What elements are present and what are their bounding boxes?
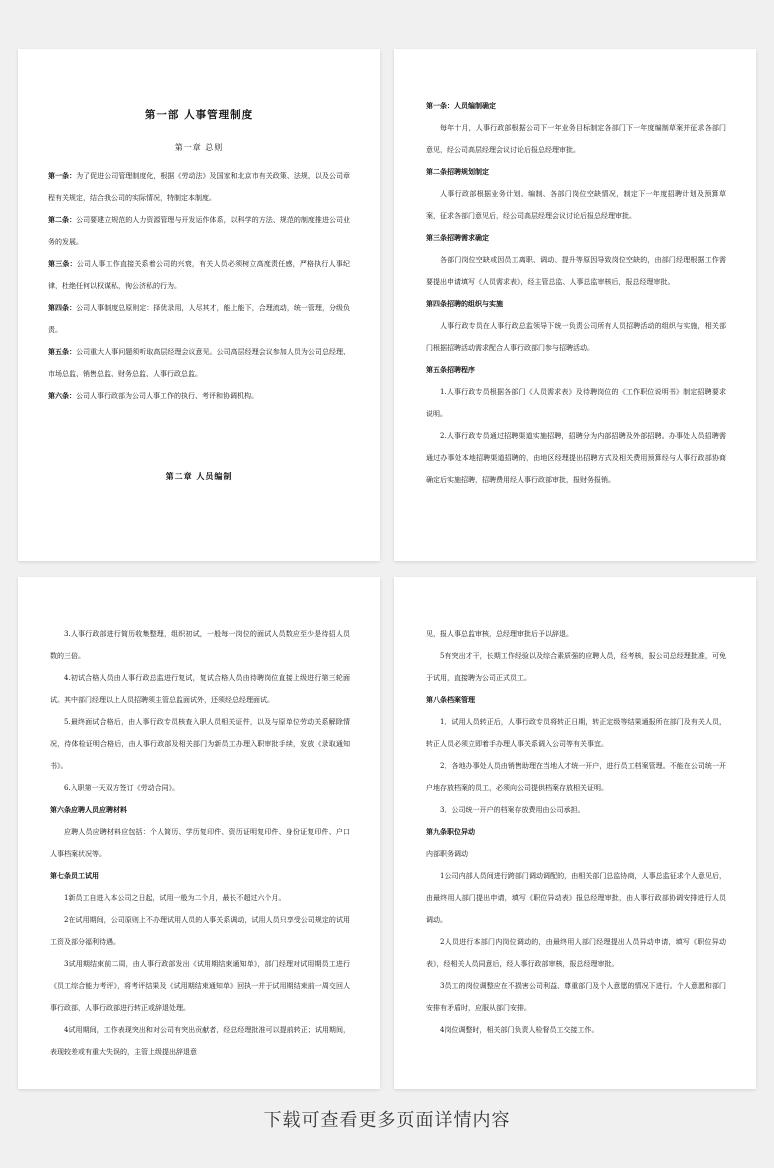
body-paragraph: 3员工的岗位调整应在不损害公司利益、尊重部门及个人意愿的情况下进行。个人意愿和部门安排有矛盾时，应服从部门安排。 bbox=[426, 982, 726, 1012]
body-paragraph: 2在试用期间，公司原则上不办理试用人员的人事关系调动，试用人员只享受公司规定的试用工资及部分福利待遇。 bbox=[50, 916, 350, 946]
body-paragraph: 2.人事行政专员通过招聘渠道实施招聘，招聘分为内部招聘及外部招聘。办事处人员招聘需通过办事处本地招聘渠道招聘的，由地区经理提出招聘方式及相关费用预算经与人事行政部协商确定后实施招聘，招聘费用经人事行政部审批，报财务报销。 bbox=[426, 432, 726, 484]
section-heading: 第五条招聘程序 bbox=[426, 365, 475, 374]
body-paragraph: 1．试用人员转正后，人事行政专员将转正日期，转正定级等结果通报所在部门及有关人员，转正人员必须立即着手办理人事关系调入公司等有关事宜。 bbox=[426, 718, 726, 748]
text-line: 见，报人事总监审核，总经理审批后予以辞退。 bbox=[426, 630, 573, 638]
section-heading: 第四条招聘的组织与实施 bbox=[426, 299, 503, 308]
document-page-3 bbox=[18, 577, 380, 1089]
article-label: 第一条： bbox=[48, 171, 77, 180]
article-paragraph bbox=[48, 385, 350, 407]
article-text: 公司人事行政部为公司人事工作的执行、考评和协调机构。 bbox=[76, 392, 258, 400]
body-paragraph: 5.最终面试合格后，由人事行政专员核查入职人员相关证件，以及与原单位劳动关系解除情况，待体检证明合格后，由人事行政部及相关部门为新员工办理入职审批手续，发放《录取通知书》。 bbox=[50, 718, 350, 770]
body-paragraph: 1公司内部人员间进行跨部门调动调配的，由相关部门总监协商，人事总监征求个人意见后，由最终用人部门提出申请，填写《职位异动表》报总经理审批，由人事行政部协调安排进行人员调动。 bbox=[426, 872, 726, 924]
section-heading: 第八条档案管理 bbox=[426, 695, 475, 704]
body-paragraph: 1新员工自进入本公司之日起，试用一般为二个月，最长不超过六个月。 bbox=[64, 894, 286, 902]
article-paragraph bbox=[48, 341, 350, 385]
article-paragraph bbox=[48, 165, 350, 209]
article-list bbox=[48, 165, 350, 407]
body-paragraph: 人事行政部根据业务计划、编制、各部门岗位空缺情况，制定下一年度招聘计划及预算草案，征求各部门意见后，经公司高层经理会议讨论后报总经理审批。 bbox=[426, 190, 726, 220]
article-paragraph bbox=[48, 209, 350, 253]
body-paragraph: 1.人事行政专员根据各部门《人员需求表》及待聘岗位的《工作职位说明书》制定招聘要求说明。 bbox=[426, 388, 726, 418]
section-heading: 第九条职位异动 bbox=[426, 827, 475, 836]
article-label: 第四条： bbox=[48, 303, 77, 312]
body-paragraph: 3．公司统一开户的档案存放费用由公司承担。 bbox=[440, 806, 585, 814]
chapter-heading: 第二章 人员编制 bbox=[165, 471, 233, 481]
section-heading: 第一条：人员编制确定 bbox=[426, 101, 496, 110]
article-text: 公司人事制度总原则定：择优录用，人尽其才，能上能下，合理流动，统一管理，分级负责。 bbox=[48, 304, 351, 334]
section-heading: 第二条招聘规划制定 bbox=[426, 167, 489, 176]
document-page-1 bbox=[18, 49, 380, 561]
section-heading: 第三条招聘需求确定 bbox=[426, 233, 489, 242]
body-paragraph: 3.人事行政部进行简历收集整理，组织初试，一般每一岗位的面试人员数应至少是待招人员数的三倍。 bbox=[50, 630, 350, 660]
article-text: 为了促进公司管理制度化，根据《劳动法》及国家和北京市有关政策、法规，以及公司章程有关规定，结合我公司的实际情况，特制定本制度。 bbox=[48, 172, 351, 202]
article-label: 第二条： bbox=[48, 215, 77, 224]
body-paragraph: 4.初试合格人员由人事行政总监进行复试，复试合格人员由待聘岗位直接上级进行第三轮面试。其中部门经理以上人员招聘须主管总监面试外，还须经总经理面试。 bbox=[50, 674, 350, 704]
body-paragraph: 6.入职第一天双方签订《劳动合同》。 bbox=[64, 784, 180, 792]
body-paragraph: 3试用期结束前二周，由人事行政部发出《试用期结束通知单》，部门经理对试用期员工进行《员工综合能力考评》，将考评结果及《试用期结束通知单》回执一并于试用期结束前一周交回人事行政部，人事行政部进行转正或辞退处理。 bbox=[50, 960, 350, 1012]
body-paragraph: 5有突出才干，长期工作经验以及综合素质强的应聘人员，经考核，报公司总经理批准，可免于试用，直接聘为公司正式员工。 bbox=[426, 652, 726, 682]
article-label: 第三条： bbox=[48, 259, 77, 268]
article-label: 第六条： bbox=[48, 391, 76, 400]
document-page-4 bbox=[394, 577, 756, 1089]
body-paragraph: 应聘人员应聘材料应包括：个人简历、学历复印件、资历证明复印件、身份证复印件、户口人事档案状况等。 bbox=[50, 828, 350, 858]
body-paragraph: 各部门岗位空缺或因员工离职、调动、提升等原因导致岗位空缺的，由部门经理根据工作需要提出申请填写《人员需求表》，经主管总监、人事总监审核后，报总经理审批。 bbox=[426, 256, 726, 286]
article-text: 公司重大人事问题须听取高层经理会议意见。公司高层经理会议参加人员为公司总经理、市场总监、销售总监、财务总监、人事行政总监。 bbox=[48, 348, 351, 378]
body-paragraph: 2人员进行本部门内岗位调动的，由最终用人部门经理提出人员异动申请，填写《职位异动表》，经相关人员同意后，经人事行政部审核，报总经理审批。 bbox=[426, 938, 726, 968]
download-more-prompt[interactable]: 下载可查看更多页面详情内容 bbox=[263, 1110, 511, 1131]
body-paragraph: 每年十月，人事行政部根据公司下一年业务目标制定各部门下一年度编制草案并征求各部门意见，经公司高层经理会议讨论后报总经理审批。 bbox=[426, 124, 726, 154]
document-title: 第一部 人事管理制度 bbox=[144, 109, 254, 121]
section-heading: 第七条员工试用 bbox=[50, 871, 99, 880]
article-text: 公司人事工作直接关系着公司的兴衰，有关人员必须树立高度责任感，严格执行人事纪律，杜绝任何以权谋私，徇公济私的行为。 bbox=[48, 260, 350, 290]
body-paragraph: 人事行政专员在人事行政总监领导下统一负责公司所有人员招聘活动的组织与实施，相关部门根据招聘活动需求配合人事行政部门参与招聘活动。 bbox=[426, 322, 726, 352]
body-paragraph: 4岗位调整时，相关部门负责人检督员工交接工作。 bbox=[440, 1026, 599, 1034]
chapter-heading: 第一章 总则 bbox=[174, 143, 224, 152]
body-paragraph: 2．各地办事处人员由销售助理在当地人才统一开户，进行员工档案管理。不能在公司统一开户地存放档案的员工，必须向公司提供档案存放相关证明。 bbox=[426, 762, 726, 792]
document-page-2 bbox=[394, 49, 756, 561]
text-line: 内部职务调动 bbox=[426, 850, 468, 858]
article-paragraph bbox=[48, 297, 350, 341]
article-label: 第五条： bbox=[48, 347, 77, 356]
section-heading: 第六条应聘人员应聘材料 bbox=[50, 805, 127, 814]
article-text: 公司要建立规范的人力资源管理与开发运作体系，以科学的方法、规范的制度推进公司业务的发展。 bbox=[48, 216, 351, 246]
article-paragraph bbox=[48, 253, 350, 297]
body-paragraph: 4试用期间，工作表现突出和对公司有突出贡献者，经总经理批准可以提前转正；试用期间，表现较差或有重大失误的，主管上级提出辞退意 bbox=[50, 1026, 350, 1056]
